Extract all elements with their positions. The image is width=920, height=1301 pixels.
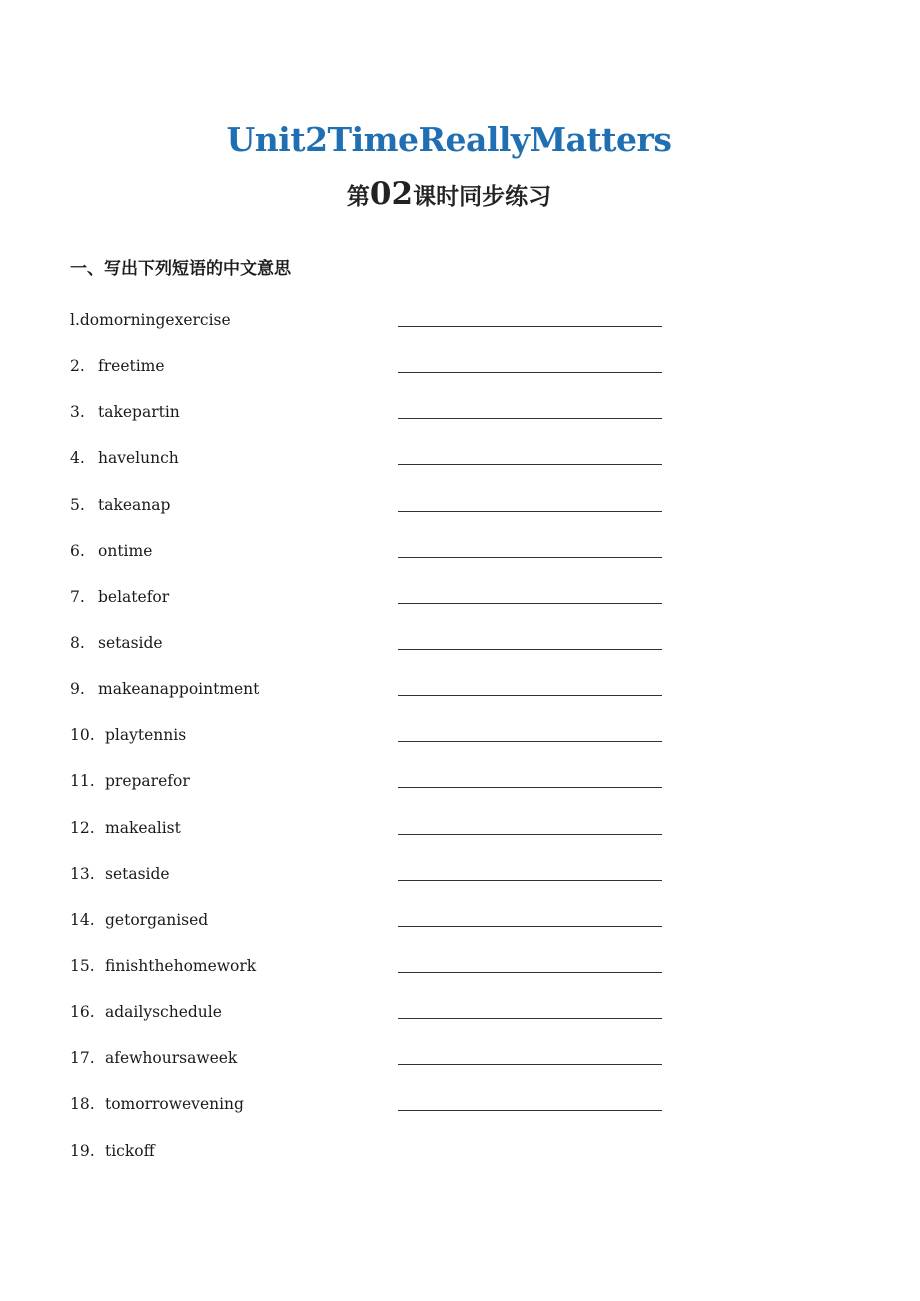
phrase-text: afewhoursaweek (105, 1049, 238, 1068)
phrase-text: getorganised (105, 910, 209, 929)
phrase-label (70, 860, 170, 888)
list-item (0, 719, 920, 765)
item-number: 14. (70, 910, 95, 929)
phrase-text: preparefor (105, 772, 190, 791)
phrase-text: setaside (105, 864, 170, 883)
item-number: 4. (70, 449, 85, 468)
phrase-label (70, 1137, 155, 1165)
list-item (0, 1042, 920, 1088)
phrase-label (70, 814, 181, 842)
item-number: 7. (70, 587, 85, 606)
item-number: 15. (70, 956, 95, 975)
list-item (0, 442, 920, 488)
list-item (0, 673, 920, 719)
phrase-text: tomorrowevening (105, 1095, 244, 1114)
list-item (0, 581, 920, 627)
phrase-label (70, 444, 179, 472)
phrase-text: havelunch (98, 449, 179, 468)
phrase-text: playtennis (105, 726, 187, 745)
item-number: 18. (70, 1095, 95, 1114)
phrase-text: freetime (98, 357, 165, 376)
answer-blank-line[interactable] (398, 834, 662, 835)
list-item (0, 350, 920, 396)
phrase-text: makealist (105, 818, 181, 837)
phrase-text: tickoff (105, 1141, 155, 1160)
phrase-label (70, 491, 170, 519)
list-item (0, 627, 920, 673)
answer-blank-line[interactable] (398, 741, 662, 742)
item-number: 9. (70, 680, 85, 699)
answer-blank-line[interactable] (398, 1110, 662, 1111)
answer-blank-line[interactable] (398, 695, 662, 696)
phrase-text: takeanap (98, 495, 171, 514)
phrase-text: belatefor (98, 587, 170, 606)
answer-blank-line[interactable] (398, 880, 662, 881)
subtitle-suffix: 课时同步练习 (413, 184, 552, 210)
subtitle-prefix: 第 (346, 184, 370, 210)
answer-blank-line[interactable] (398, 511, 662, 512)
answer-blank-line[interactable] (398, 1064, 662, 1065)
answer-blank-line[interactable] (398, 372, 662, 373)
item-number: 6. (70, 541, 85, 560)
answer-blank-line[interactable] (398, 649, 662, 650)
list-item (0, 304, 920, 350)
phrase-label (70, 398, 180, 426)
item-number: 5. (70, 495, 85, 514)
item-number: 17. (70, 1049, 95, 1068)
answer-blank-line[interactable] (398, 557, 662, 558)
phrase-text: l.domorningexercise (70, 311, 231, 329)
lesson-number: 02 (369, 176, 414, 212)
phrase-label (70, 306, 231, 334)
phrase-label (70, 352, 165, 380)
list-item (0, 535, 920, 581)
item-number: 16. (70, 1003, 95, 1022)
lesson-subtitle (0, 174, 898, 217)
list-item (0, 1135, 920, 1181)
phrase-label (70, 583, 169, 611)
list-item (0, 765, 920, 811)
item-number: 11. (70, 772, 95, 791)
list-item (0, 858, 920, 904)
item-number: 8. (70, 633, 85, 652)
phrase-text: finishthehomework (105, 956, 257, 975)
list-item (0, 950, 920, 996)
phrase-text: adailyschedule (105, 1003, 222, 1022)
item-number: 3. (70, 403, 85, 422)
phrase-list (0, 304, 920, 1181)
answer-blank-line[interactable] (398, 972, 662, 973)
item-number: 12. (70, 818, 95, 837)
phrase-label (70, 537, 152, 565)
answer-blank-line[interactable] (398, 926, 662, 927)
phrase-label (70, 721, 186, 749)
phrase-text: setaside (98, 633, 163, 652)
phrase-label (70, 906, 208, 934)
phrase-text: makeanappointment (98, 680, 260, 699)
answer-blank-line[interactable] (398, 1018, 662, 1019)
list-item (0, 489, 920, 535)
phrase-text: ontime (98, 541, 153, 560)
list-item (0, 812, 920, 858)
answer-blank-line[interactable] (398, 418, 662, 419)
answer-blank-line[interactable] (398, 787, 662, 788)
list-item (0, 904, 920, 950)
phrase-label (70, 767, 190, 795)
phrase-label (70, 952, 256, 980)
phrase-label (70, 998, 222, 1026)
section-heading: 一、写出下列短语的中文意思 (70, 259, 291, 279)
phrase-label (70, 1044, 237, 1072)
answer-blank-line[interactable] (398, 603, 662, 604)
item-number: 10. (70, 726, 95, 745)
page-title: Unit2TimeReallyMatters (226, 120, 672, 159)
item-number: 13. (70, 864, 95, 883)
phrase-label (70, 629, 163, 657)
answer-blank-line[interactable] (398, 326, 662, 327)
item-number: 2. (70, 357, 85, 376)
list-item (0, 396, 920, 442)
phrase-label (70, 675, 259, 703)
list-item (0, 996, 920, 1042)
phrase-label (70, 1090, 244, 1118)
list-item (0, 1088, 920, 1134)
item-number: 19. (70, 1141, 95, 1160)
phrase-text: takepartin (98, 403, 180, 422)
answer-blank-line[interactable] (398, 464, 662, 465)
